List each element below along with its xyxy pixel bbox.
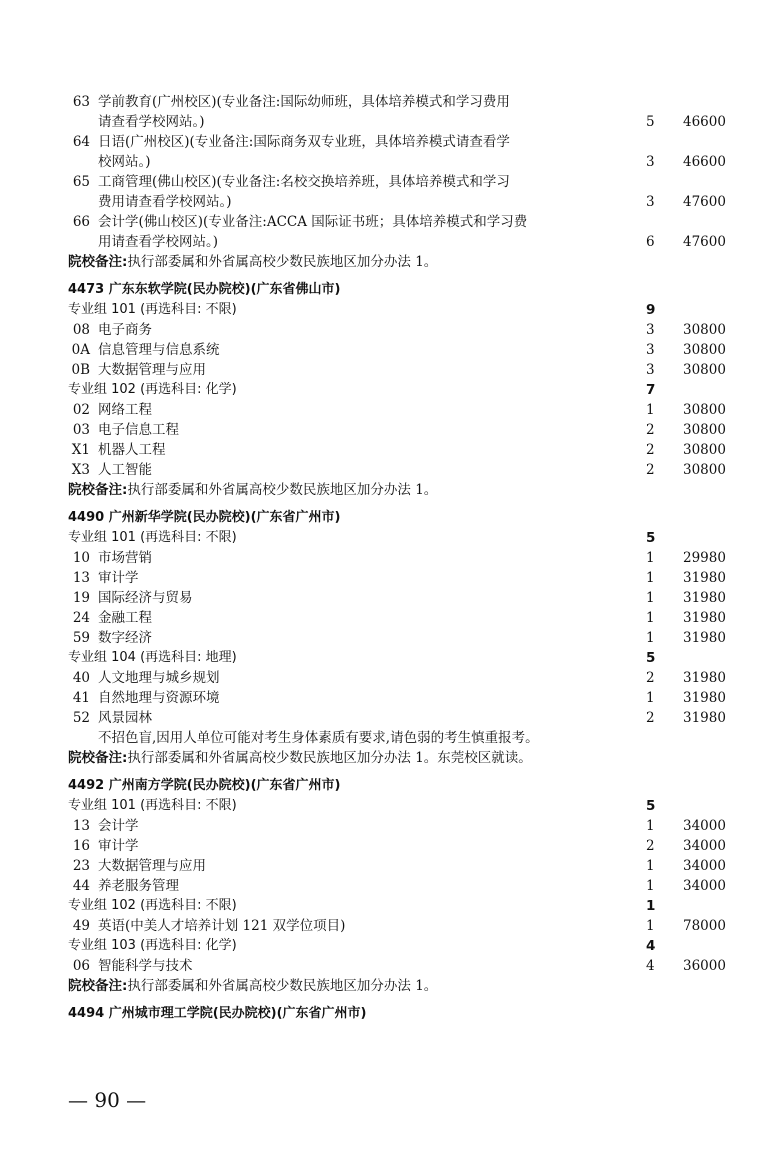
school-note-text <box>68 748 532 768</box>
plan-count: 3 <box>646 342 655 358</box>
major-row <box>68 856 748 876</box>
plan-count: 1 <box>646 918 655 934</box>
plan-count: 2 <box>646 422 655 438</box>
school-note-content: 执行部委属和外省属高校少数民族地区加分办法 1。 <box>127 482 438 498</box>
tuition-fee: 31980 <box>683 710 726 726</box>
tuition-fee: 31980 <box>683 590 726 606</box>
major-row <box>68 172 748 212</box>
major-group-row <box>68 936 748 956</box>
major-row <box>68 440 748 460</box>
major-name: 大数据管理与应用 <box>98 362 206 378</box>
major-code: 08 <box>72 322 90 338</box>
major-name: 网络工程 <box>98 402 152 418</box>
major-name: 国际经济与贸易 <box>98 590 193 606</box>
school-note <box>68 252 748 272</box>
tuition-fee: 78000 <box>683 918 726 934</box>
school-note-label: 院校备注: <box>68 978 128 994</box>
major-code: 0A <box>71 342 90 358</box>
plan-count: 2 <box>646 670 655 686</box>
plan-count: 5 <box>646 114 655 130</box>
tuition-fee: 30800 <box>683 442 726 458</box>
major-row <box>68 568 748 588</box>
major-row <box>68 816 748 836</box>
major-row <box>68 212 748 252</box>
major-group-row <box>68 896 748 916</box>
major-name: 电子商务 <box>98 322 152 338</box>
major-code: 19 <box>72 590 90 606</box>
school-note-content: 执行部委属和外省属高校少数民族地区加分办法 1。 <box>127 978 438 994</box>
school-header: 4492 广州南方学院(民办院校)(广东省广州市) <box>68 778 341 793</box>
major-code: X1 <box>71 442 90 458</box>
major-code: 65 <box>72 174 90 190</box>
school-note <box>68 976 748 996</box>
major-row <box>68 420 748 440</box>
major-code: 02 <box>72 402 90 418</box>
major-name: 市场营销 <box>98 550 152 566</box>
major-row <box>68 92 748 132</box>
plan-count: 1 <box>646 630 655 646</box>
plan-count: 4 <box>646 958 655 974</box>
school-note-content: 执行部委属和外省属高校少数民族地区加分办法 1。东莞校区就读。 <box>127 750 532 766</box>
plan-count: 1 <box>646 402 655 418</box>
major-name: 金融工程 <box>98 610 152 626</box>
school-note-text <box>68 252 437 272</box>
major-row <box>68 548 748 568</box>
plan-count: 1 <box>646 590 655 606</box>
major-name-line2: 校网站。) <box>98 154 151 170</box>
major-group-title: 专业组 102 (再选科目: 不限) <box>68 898 237 913</box>
school-note-text <box>68 976 437 996</box>
major-code: 0B <box>71 362 90 378</box>
major-group-total: 5 <box>646 798 656 814</box>
major-name: 会计学 <box>98 818 139 834</box>
plan-count: 1 <box>646 690 655 706</box>
major-row <box>68 132 748 172</box>
school-note-content: 执行部委属和外省属高校少数民族地区加分办法 1。 <box>127 254 438 270</box>
plan-count: 3 <box>646 194 655 210</box>
major-group-title: 专业组 104 (再选科目: 地理) <box>68 650 237 665</box>
major-name-line2: 用请查看学校网站。) <box>98 234 219 250</box>
major-row <box>68 916 748 936</box>
school-header: 4473 广东东软学院(民办院校)(广东省佛山市) <box>68 282 341 297</box>
school-note-label: 院校备注: <box>68 254 128 270</box>
tuition-fee: 30800 <box>683 422 726 438</box>
school-note <box>68 480 748 500</box>
major-code: 49 <box>72 918 90 934</box>
major-code: 66 <box>72 214 90 230</box>
major-code: 63 <box>72 94 90 110</box>
page-number: — 90 — <box>68 1088 147 1112</box>
major-group-total: 7 <box>646 382 656 398</box>
major-code: 16 <box>72 838 90 854</box>
plan-count: 3 <box>646 362 655 378</box>
tuition-fee: 34000 <box>683 838 726 854</box>
major-name-line1: 日语(广州校区)(专业备注:国际商务双专业班，具体培养模式请查看学 <box>98 134 510 150</box>
major-group-row <box>68 796 748 816</box>
major-name: 人文地理与城乡规划 <box>98 670 220 686</box>
school-note-label: 院校备注: <box>68 750 128 766</box>
school-header: 4490 广州新华学院(民办院校)(广东省广州市) <box>68 510 341 525</box>
major-code: 10 <box>72 550 90 566</box>
tuition-fee: 30800 <box>683 462 726 478</box>
major-name: 信息管理与信息系统 <box>98 342 220 358</box>
major-row <box>68 608 748 628</box>
major-name-line1: 工商管理(佛山校区)(专业备注:名校交换培养班，具体培养模式和学习 <box>98 174 510 190</box>
major-row <box>68 956 748 976</box>
major-row <box>68 460 748 480</box>
major-group-total: 5 <box>646 530 656 546</box>
major-row <box>68 400 748 420</box>
plan-count: 1 <box>646 858 655 874</box>
major-name: 自然地理与资源环境 <box>98 690 220 706</box>
major-row <box>68 340 748 360</box>
tuition-fee: 31980 <box>683 610 726 626</box>
tuition-fee: 34000 <box>683 818 726 834</box>
major-name: 数字经济 <box>98 630 152 646</box>
major-group-title: 专业组 103 (再选科目: 化学) <box>68 938 237 953</box>
major-name-line1: 会计学(佛山校区)(专业备注:ACCA 国际证书班；具体培养模式和学习费 <box>98 214 528 230</box>
tuition-fee: 31980 <box>683 690 726 706</box>
major-group-total: 5 <box>646 650 656 666</box>
tuition-fee: 29980 <box>683 550 726 566</box>
major-row <box>68 360 748 380</box>
major-name: 大数据管理与应用 <box>98 858 206 874</box>
major-name: 审计学 <box>98 838 139 854</box>
plan-count: 2 <box>646 838 655 854</box>
major-name: 电子信息工程 <box>98 422 179 438</box>
major-group-total: 9 <box>646 302 656 318</box>
plan-count: 2 <box>646 442 655 458</box>
plan-count: 2 <box>646 462 655 478</box>
major-name: 养老服务管理 <box>98 878 179 894</box>
plan-count: 3 <box>646 154 655 170</box>
major-name-line2: 费用请查看学校网站。) <box>98 194 232 210</box>
plan-count: 6 <box>646 234 655 250</box>
major-code: 13 <box>72 818 90 834</box>
major-group-row <box>68 380 748 400</box>
major-group-total: 4 <box>646 938 656 954</box>
major-code: 24 <box>72 610 90 626</box>
major-code: 41 <box>72 690 90 706</box>
tuition-fee: 31980 <box>683 570 726 586</box>
major-row <box>68 708 748 728</box>
plan-count: 1 <box>646 610 655 626</box>
plan-count: 1 <box>646 550 655 566</box>
major-row <box>68 628 748 648</box>
major-row <box>68 876 748 896</box>
plan-count: 2 <box>646 710 655 726</box>
major-row <box>68 588 748 608</box>
major-row <box>68 688 748 708</box>
major-name: 智能科学与技术 <box>98 958 193 974</box>
major-name: 人工智能 <box>98 462 152 478</box>
tuition-fee: 34000 <box>683 878 726 894</box>
major-name: 机器人工程 <box>98 442 166 458</box>
tuition-fee: 31980 <box>683 670 726 686</box>
major-code: 06 <box>72 958 90 974</box>
major-group-row <box>68 300 748 320</box>
tuition-fee: 36000 <box>683 958 726 974</box>
major-code: 13 <box>72 570 90 586</box>
tuition-fee: 47600 <box>683 234 726 250</box>
school-note-text <box>68 480 437 500</box>
major-group-title: 专业组 101 (再选科目: 不限) <box>68 798 237 813</box>
major-group-title: 专业组 101 (再选科目: 不限) <box>68 530 237 545</box>
tuition-fee: 46600 <box>683 114 726 130</box>
major-group-total: 1 <box>646 898 656 914</box>
major-code: X3 <box>71 462 90 478</box>
major-code: 40 <box>72 670 90 686</box>
plan-count: 1 <box>646 818 655 834</box>
health-warning-row <box>68 728 748 748</box>
major-row <box>68 668 748 688</box>
major-name-line1: 学前教育(广州校区)(专业备注:国际幼师班，具体培养模式和学习费用 <box>98 94 510 110</box>
major-group-row <box>68 528 748 548</box>
major-name-line2: 请查看学校网站。) <box>98 114 205 130</box>
tuition-fee: 47600 <box>683 194 726 210</box>
tuition-fee: 30800 <box>683 322 726 338</box>
plan-count: 3 <box>646 322 655 338</box>
major-code: 23 <box>72 858 90 874</box>
school-header: 4494 广州城市理工学院(民办院校)(广东省广州市) <box>68 1006 367 1021</box>
tuition-fee: 30800 <box>683 362 726 378</box>
school-note-label: 院校备注: <box>68 482 128 498</box>
major-name: 风景园林 <box>98 710 152 726</box>
tuition-fee: 30800 <box>683 402 726 418</box>
major-code: 64 <box>72 134 90 150</box>
tuition-fee: 46600 <box>683 154 726 170</box>
major-name: 英语(中美人才培养计划 121 双学位项目) <box>98 918 346 934</box>
document-body <box>68 92 748 1024</box>
major-group-title: 专业组 102 (再选科目: 化学) <box>68 382 237 397</box>
tuition-fee: 30800 <box>683 342 726 358</box>
tuition-fee: 31980 <box>683 630 726 646</box>
major-group-title: 专业组 101 (再选科目: 不限) <box>68 302 237 317</box>
tuition-fee: 34000 <box>683 858 726 874</box>
major-code: 44 <box>72 878 90 894</box>
major-code: 52 <box>72 710 90 726</box>
major-code: 59 <box>72 630 90 646</box>
school-note <box>68 748 748 768</box>
major-code: 03 <box>72 422 90 438</box>
plan-count: 1 <box>646 878 655 894</box>
major-group-row <box>68 648 748 668</box>
major-row <box>68 320 748 340</box>
major-name: 审计学 <box>98 570 139 586</box>
health-warning: 不招色盲,因用人单位可能对考生身体素质有要求,请色弱的考生慎重报考。 <box>98 730 539 746</box>
major-row <box>68 836 748 856</box>
plan-count: 1 <box>646 570 655 586</box>
